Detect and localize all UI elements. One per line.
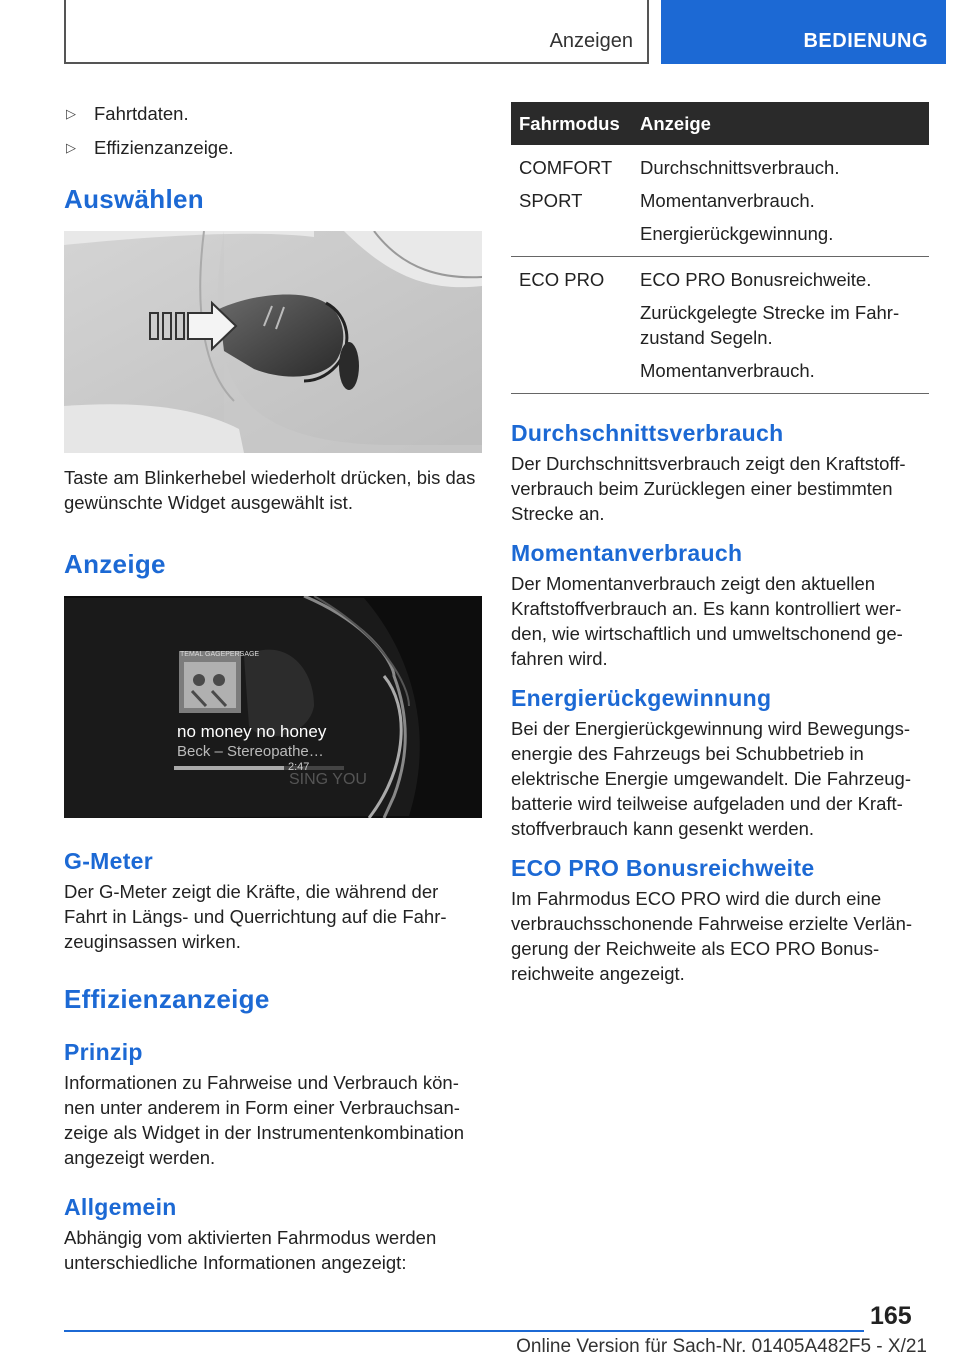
heading-allgemein: Allgemein bbox=[64, 1194, 177, 1220]
left-column bbox=[64, 102, 482, 1275]
heading-eco-pro-bonusreichweite: ECO PRO Bonusreichweite bbox=[511, 855, 815, 881]
svg-text:SING YOU: SING YOU bbox=[289, 771, 367, 788]
cluster-display-photo bbox=[64, 596, 482, 818]
triangle-bullet-icon: ▷ bbox=[66, 140, 76, 155]
heading-gmeter: G-Meter bbox=[64, 848, 154, 874]
heading-prinzip: Prinzip bbox=[64, 1039, 143, 1065]
paragraph-auswaehlen: Taste am Blinkerhebel wiederholt drücken, bis das gewünschte Widget ausgewählt ist. bbox=[64, 467, 476, 513]
list-item: ▷ Fahrtdaten. bbox=[66, 103, 189, 124]
table-cell-modes: ECO PRO bbox=[511, 257, 632, 394]
table-header-fahrmodus: Fahrmodus bbox=[511, 102, 632, 145]
heading-effizienzanzeige: Effizienzanzeige bbox=[64, 984, 270, 1014]
paragraph-gmeter: Der G-Meter zeigt die Kräfte, die während der Fahrt in Längs- und Querrichtung auf die Fahrzeuginsassen wirken. bbox=[64, 881, 447, 952]
paragraph-prinzip: Informationen zu Fahrweise und Verbrauch können unter anderem in Form einer Verbrauchsanzeige als Widget in der Instrumentenkombination angezeigt werden. bbox=[64, 1072, 465, 1168]
svg-text:TEMAL GAGEPERSAGE: TEMAL GAGEPERSAGE bbox=[180, 651, 260, 658]
footer-divider bbox=[64, 1330, 864, 1332]
heading-momentanverbrauch: Momentanverbrauch bbox=[511, 540, 743, 566]
header-section-box bbox=[64, 0, 649, 64]
triangle-bullet-icon: ▷ bbox=[66, 106, 76, 121]
song-title: no money no honey bbox=[177, 722, 327, 741]
heading-energierueckgewinnung: Energierückgewinnung bbox=[511, 685, 772, 711]
header-chapter-box bbox=[661, 0, 946, 64]
song-artist: Beck – Stereopathe… bbox=[177, 743, 324, 760]
footer-online-version: Online Version für Sach-Nr. 01405A482F5 - X/21 bbox=[516, 1336, 927, 1357]
heading-auswaehlen: Auswählen bbox=[64, 184, 204, 214]
right-column bbox=[511, 102, 929, 986]
header-section-title: Anzeigen bbox=[549, 30, 633, 52]
table-header-row bbox=[511, 102, 929, 145]
paragraph-eco-pro-bonusreichweite: Im Fahrmodus ECO PRO wird die durch eine verbrauchsschonende Fahrweise erzielte Verlängerung der Reichweite als ECO PRO Bonusreichweite angezeigt. bbox=[511, 888, 913, 984]
instrument-cluster-drawing bbox=[64, 596, 482, 818]
heading-durchschnittsverbrauch: Durchschnittsverbrauch bbox=[511, 420, 784, 446]
table-cell-items: ECO PRO Bonusreichweite. Zurückgelegte Strecke im Fahrzustand Segeln. Momentanverbrauch. bbox=[632, 257, 929, 394]
table-header-anzeige: Anzeige bbox=[632, 102, 929, 145]
lever-illustration bbox=[64, 231, 482, 453]
page-number: 165 bbox=[870, 1302, 912, 1330]
paragraph-energierueckgewinnung: Bei der Energierückgewinnung wird Bewegungsenergie des Fahrzeugs bei Schubbetrieb in elektrische Energie umgewandelt. Die Fahrzeugbatterie wird teilweise aufgeladen und der Kraftstoffverbrauch kann gesenkt werden. bbox=[511, 718, 912, 839]
fahrmodus-table bbox=[511, 102, 929, 394]
list-item: ▷ Effizienzanzeige. bbox=[66, 137, 234, 158]
song-time: 2:47 bbox=[288, 761, 310, 773]
table-cell-items: Durchschnittsverbrauch. Momentanverbrauch. Energierückgewinnung. bbox=[632, 145, 929, 257]
header-chapter-title: BEDIENUNG bbox=[803, 30, 928, 52]
turn-signal-lever-drawing bbox=[64, 231, 482, 453]
table-cell-modes: COMFORT SPORT bbox=[511, 145, 632, 257]
table-row bbox=[511, 145, 929, 257]
table-row bbox=[511, 257, 929, 394]
paragraph-allgemein: Abhängig vom aktivierten Fahrmodus werden unterschiedliche Informationen angezeigt: bbox=[64, 1227, 437, 1273]
paragraph-momentanverbrauch: Der Momentanverbrauch zeigt den aktuellen Kraftstoffverbrauch an. Es kann kontrolliert werden, wie wirtschaftlich und umweltschonend gefahren wird. bbox=[511, 573, 903, 669]
heading-anzeige: Anzeige bbox=[64, 549, 166, 579]
paragraph-durchschnittsverbrauch: Der Durchschnittsverbrauch zeigt den Kraftstoffverbrauch beim Zurücklegen einer bestimmten Strecke an. bbox=[511, 453, 906, 524]
